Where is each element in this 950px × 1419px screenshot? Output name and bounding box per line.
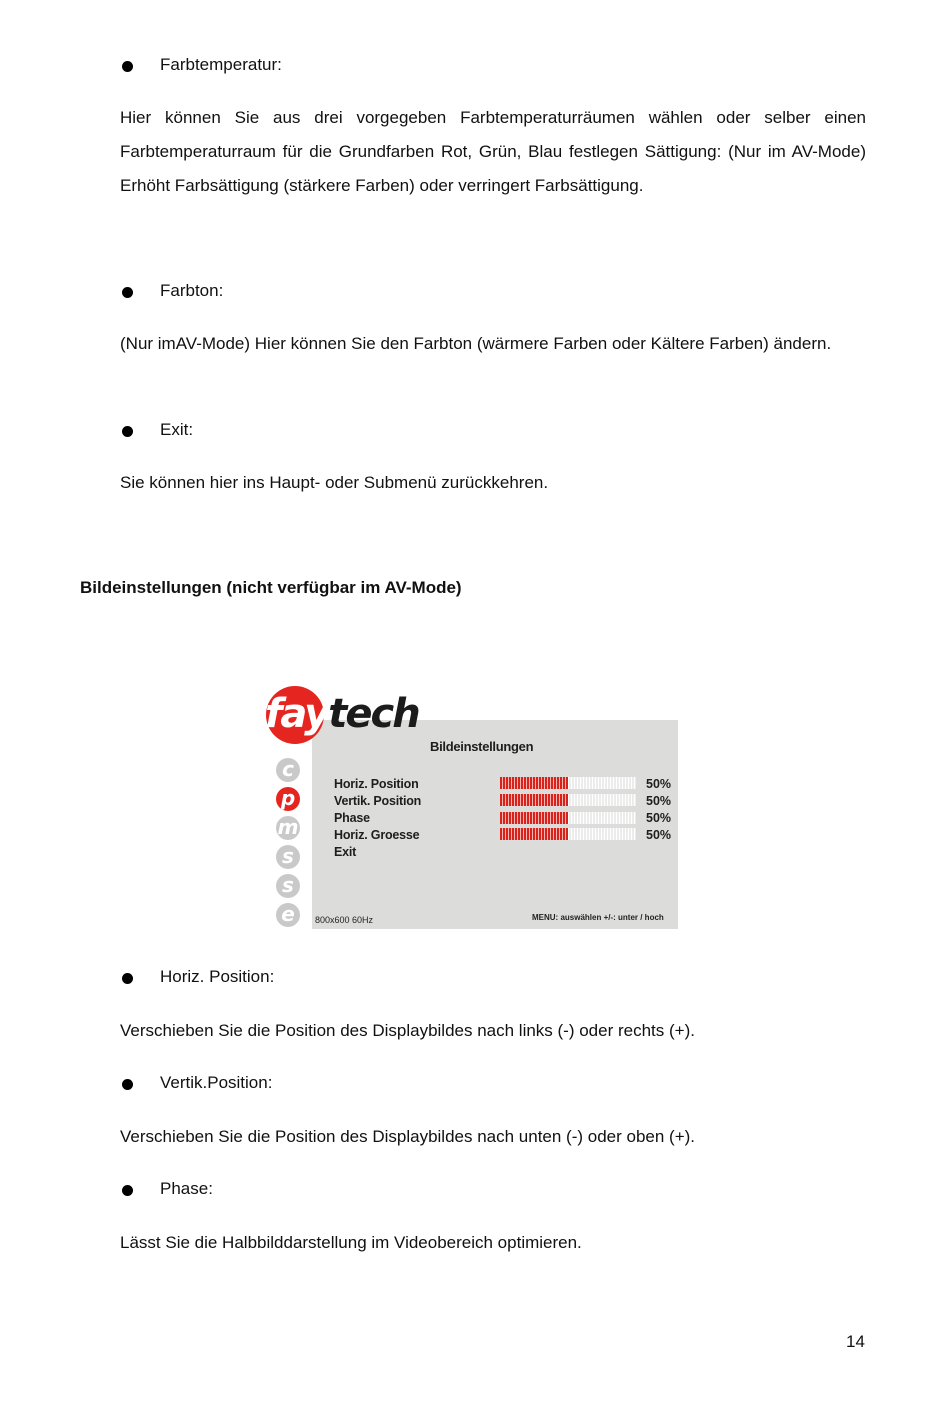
osd-value-phase: 50% — [646, 811, 672, 825]
bullet-label: Farbtemperatur: — [160, 55, 282, 74]
osd-bar-fill — [500, 828, 568, 840]
osd-bar-fill — [500, 777, 568, 789]
osd-item-exit: Exit — [334, 845, 357, 859]
osd-resolution: 800x600 60Hz — [315, 915, 374, 925]
osd-bar-fill — [500, 794, 568, 806]
osd-value-horiz-groesse: 50% — [646, 828, 672, 842]
paragraph-vertik-position: Verschieben Sie die Position des Displaybildes nach unten (-) oder oben (+). — [120, 1127, 696, 1146]
paragraph-phase: Lässt Sie die Halbbilddarstellung im Videobereich optimieren. — [120, 1233, 582, 1252]
bullet-dot-icon — [122, 426, 133, 437]
osd-item-horiz-groesse: Horiz. Groesse — [334, 828, 420, 842]
bullet-dot-icon — [122, 1185, 133, 1196]
bullet-label: Exit: — [160, 420, 194, 439]
faytech-logo — [262, 686, 422, 746]
osd-title: Bildeinstellungen — [430, 739, 534, 754]
logo-text-tech: tech — [328, 691, 419, 737]
osd-item-horiz-position: Horiz. Position — [334, 777, 419, 791]
paragraph-farbton: (Nur imAV-Mode) Hier können Sie den Farbton (wärmere Farben oder Kältere Farben) ändern. — [120, 334, 832, 353]
bullet-label: Vertik.Position: — [160, 1073, 273, 1092]
paragraph-horiz-position: Verschieben Sie die Position des Displaybildes nach links (-) oder rechts (+). — [120, 1021, 695, 1040]
logo-text — [265, 690, 419, 738]
bullet-dot-icon — [122, 287, 133, 298]
bullet-label: Farbton: — [160, 281, 224, 300]
misc-menu-icon: m — [277, 815, 299, 839]
logo-text-fay: fay — [265, 691, 329, 737]
osd-bar-fill — [500, 812, 568, 824]
bullet-dot-icon — [122, 1079, 133, 1090]
exit-menu-icon: e — [276, 903, 300, 927]
paragraph-exit: Sie können hier ins Haupt- oder Submenü zurückkehren. — [120, 473, 549, 492]
bullet-dot-icon — [122, 61, 133, 72]
osd-bar-horiz-position — [500, 777, 636, 789]
osd-hint: MENU: auswählen +/-: unter / hoch — [532, 913, 664, 922]
source-menu-icon: s — [276, 874, 300, 898]
bullet-dot-icon — [122, 973, 133, 984]
osd-bar-vertik-position — [500, 794, 636, 806]
picture-menu-icon: p — [276, 787, 300, 811]
osd-value-horiz-position: 50% — [646, 777, 672, 791]
osd-bar-phase — [500, 812, 636, 824]
paragraph-farbtemperatur: Hier können Sie aus drei vorgegeben Farbtemperaturräumen wählen oder selber einen Farbtemperaturraum für die Grundfarben Rot, Grün, Blau festlegen Sättigung: (Nur im AV-Mode) Erhöht Farbsättigung (stärkere Farben) oder verringert Farbsättigung. — [120, 108, 866, 195]
osd-value-vertik-position: 50% — [646, 794, 672, 808]
setup-menu-icon: s — [276, 845, 300, 869]
osd-item-phase: Phase — [334, 811, 370, 825]
bullet-label: Phase: — [160, 1179, 213, 1198]
bullet-label: Horiz. Position: — [160, 967, 275, 986]
color-menu-icon: c — [276, 758, 300, 782]
osd-item-vertik-position: Vertik. Position — [334, 794, 422, 808]
osd-menu-screenshot — [262, 686, 682, 932]
osd-bar-horiz-groesse — [500, 828, 636, 840]
page-number: 14 — [846, 1332, 865, 1351]
section-heading: Bildeinstellungen (nicht verfügbar im AV-Mode) — [80, 578, 462, 597]
